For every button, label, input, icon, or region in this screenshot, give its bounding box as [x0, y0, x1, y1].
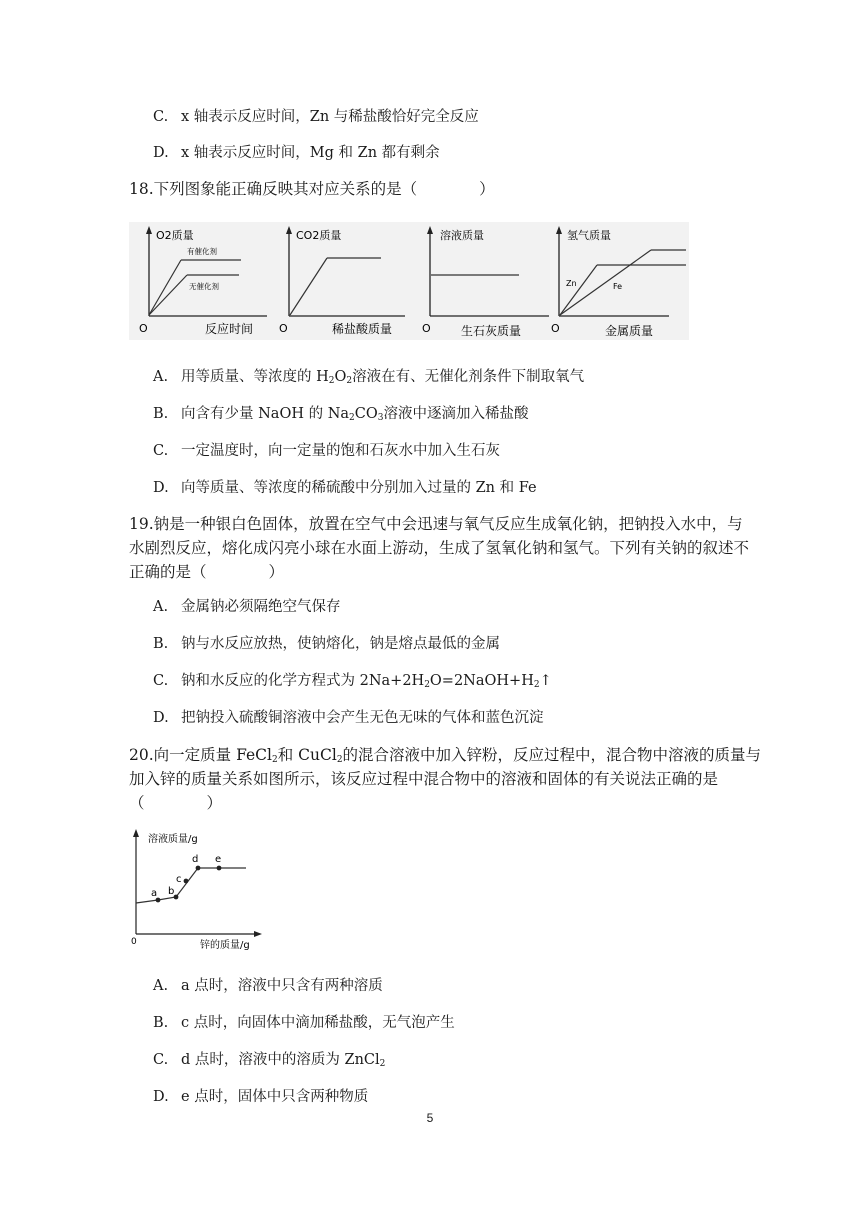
- q18-graph-a-line2-label: 无催化剂: [189, 282, 219, 291]
- q18-stem: 18.下列图象能正确反映其对应关系的是（ ）: [129, 180, 495, 198]
- q18-graph-d-origin: O: [551, 322, 560, 335]
- q20-option-b: B. c 点时，向固体中滴加稀盐酸，无气泡产生: [153, 1015, 455, 1031]
- q18-graph-d-line1-label: Zn: [566, 279, 577, 288]
- q19-option-a: A. 金属钠必须隔绝空气保存: [153, 599, 341, 615]
- q17-option-d: D. x 轴表示反应时间，Mg 和 Zn 都有剩余: [153, 145, 440, 161]
- q17-option-c: C. x 轴表示反应时间，Zn 与稀盐酸恰好完全反应: [153, 109, 479, 125]
- q18-graphs-figure: [129, 222, 689, 342]
- q18-graph-d-ylabel: 氢气质量: [567, 229, 611, 242]
- q18-graph-a-line1-label: 有催化剂: [187, 247, 217, 256]
- q18-graph-c-origin: O: [422, 322, 431, 335]
- q20-stem-line2: 加入锌的质量关系如图所示，该反应过程中混合物中的溶液和固体的有关说法正确的是: [129, 770, 719, 788]
- q19-option-b: B. 钠与水反应放热，使钠熔化，钠是熔点最低的金属: [153, 636, 500, 652]
- q18-graph-b-origin: O: [279, 322, 288, 335]
- q18-graph-c-xlabel: 生石灰质量: [461, 324, 522, 338]
- q20-point-d-label: d: [192, 854, 199, 865]
- q18-graph-d-xlabel: 金属质量: [605, 324, 654, 338]
- q20-graph-ylabel: 溶液质量/g: [148, 834, 198, 845]
- q20-stem-line1: 20.向一定质量 FeCl$_2$和 CuCl$_2$的混合溶液中加入锌粉，反应过程中，混合物中溶液的质量与: [129, 746, 762, 765]
- q19-stem-line3: 正确的是（ ）: [129, 563, 285, 581]
- q20-graph: [128, 826, 264, 950]
- q18-option-b: B. 向含有少量 NaOH 的 $Na_2CO_3$溶液中逐滴加入稀盐酸: [153, 406, 529, 423]
- q20-graph-origin: 0: [131, 937, 137, 947]
- q18-graph-a-xlabel: 反应时间: [205, 322, 254, 336]
- q20-point-c-label: c: [176, 874, 182, 885]
- q18-graph-a-ylabel: O2质量: [156, 229, 194, 242]
- q20-option-c: C. d 点时，溶液中的溶质为 ZnCl$_2$: [153, 1052, 386, 1069]
- q18-option-c: C. 一定温度时，向一定量的饱和石灰水中加入生石灰: [153, 443, 500, 459]
- q18-graph-a-origin: O: [139, 322, 148, 335]
- q20-option-d: D. e 点时，固体中只含两种物质: [153, 1089, 369, 1105]
- page-number: 5: [426, 1111, 434, 1125]
- q18-option-d: D. 向等质量、等浓度的稀硫酸中分别加入过量的 Zn 和 Fe: [153, 480, 537, 496]
- q18-graph-b-xlabel: 稀盐酸质量: [332, 322, 393, 336]
- q19-stem-line2: 水剧烈反应，熔化成闪亮小球在水面上游动，生成了氢氧化钠和氢气。下列有关钠的叙述不: [129, 539, 750, 557]
- q18-graph-c-ylabel: 溶液质量: [440, 229, 484, 242]
- q18-graph-d-line2-label: Fe: [613, 282, 623, 291]
- q20-option-a: A. a 点时，溶液中只含有两种溶质: [153, 978, 383, 994]
- q18-option-a: A. 用等质量、等浓度的 $H_2O_2$溶液在有、无催化剂条件下制取氧气: [153, 369, 585, 386]
- q19-option-d: D. 把钠投入硫酸铜溶液中会产生无色无味的气体和蓝色沉淀: [153, 710, 544, 726]
- q20-point-a-label: a: [151, 888, 158, 899]
- q20-stem-line3: （ ）: [129, 794, 223, 812]
- q19-option-c: C. 钠和水反应的化学方程式为 $2Na+2H_2O=2NaOH+H_2↑$: [153, 673, 552, 690]
- q19-stem-line1: 19.钠是一种银白色固体，放置在空气中会迅速与氧气反应生成氧化钠，把钠投入水中，与: [129, 515, 743, 533]
- q20-point-e-label: e: [215, 854, 222, 865]
- q20-graph-xlabel: 锌的质量/g: [200, 940, 250, 950]
- q20-point-b-label: b: [168, 886, 175, 897]
- q18-graph-b-ylabel: CO2质量: [296, 229, 342, 242]
